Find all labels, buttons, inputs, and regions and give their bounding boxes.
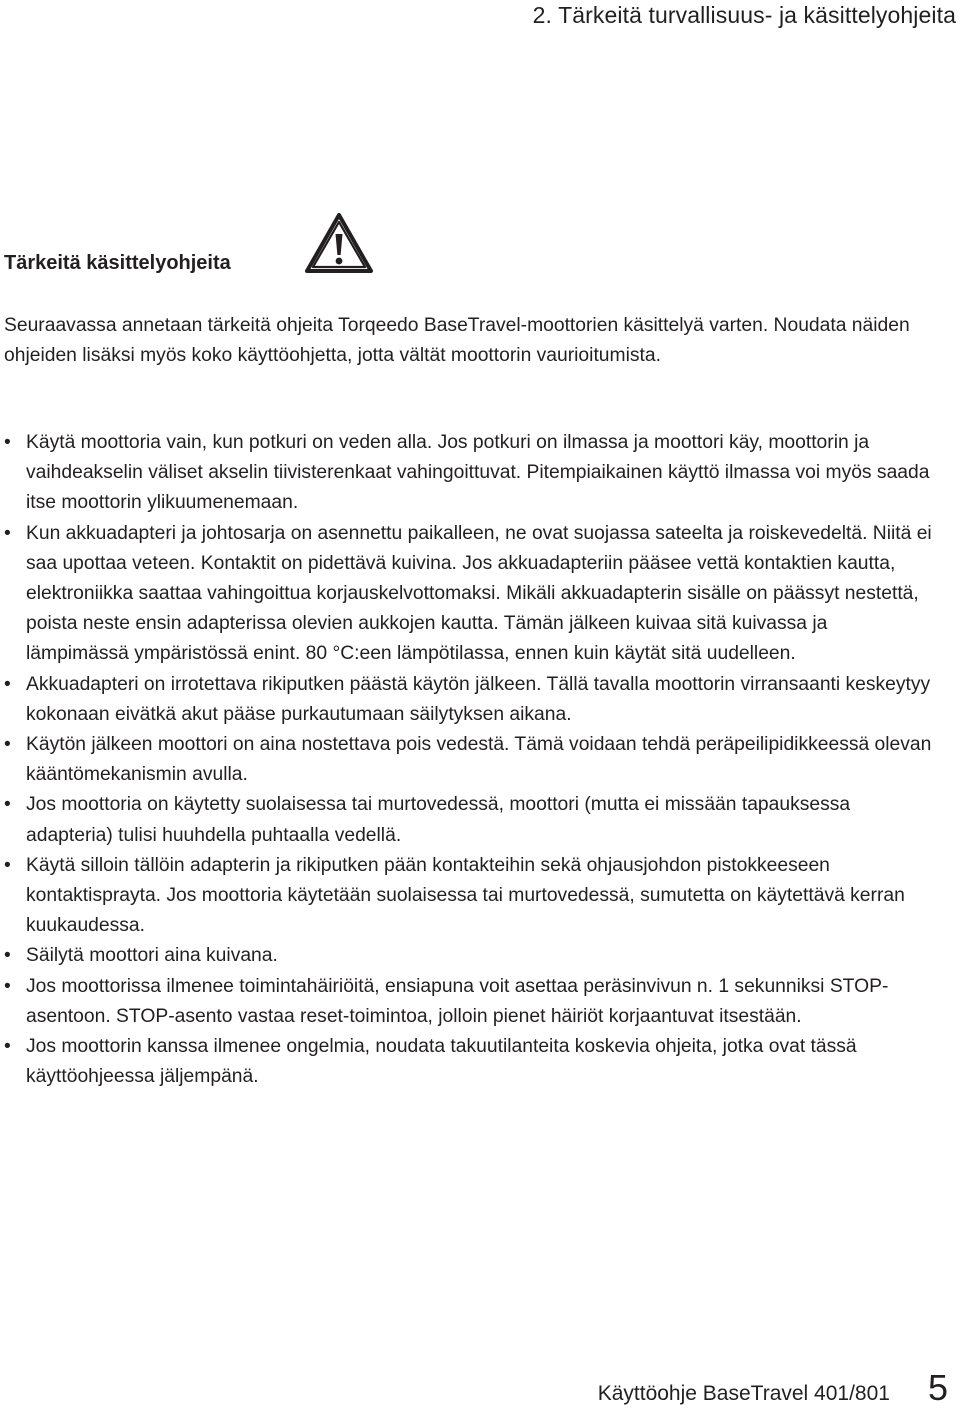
- bullet-marker: •: [4, 522, 11, 544]
- instruction-item: [4, 730, 934, 790]
- bullet-marker: •: [4, 794, 11, 816]
- instruction-text: Käytä silloin tällöin adapterin ja rikiputken pään kontakteihin sekä ohjausjohdon pistokkeeseen kontaktisprayta. Jos moottoria käytetään suolaisessa tai murtovedessä, sumutetta on käytettävä kerran kuukaudessa.: [26, 854, 905, 937]
- intro-paragraph: [4, 311, 924, 371]
- intro-text: Seuraavassa annetaan tärkeitä ohjeita Torqeedo BaseTravel-moottorien käsittelyä varten. Noudata näiden ohjeiden lisäksi myös koko käyttöohjetta, jotta vältät moottorin vaurioitumista.: [4, 315, 910, 367]
- page-number: 5: [927, 1367, 948, 1408]
- bullet-marker: •: [4, 734, 11, 756]
- instruction-item: [4, 1032, 934, 1092]
- instruction-item: [4, 670, 934, 730]
- bullet-marker: •: [4, 945, 11, 967]
- instruction-item: [4, 851, 934, 942]
- page-header-title: 2. Tärkeitä turvallisuus- ja käsittelyohjeita: [532, 2, 956, 28]
- instruction-text: Säilytä moottori aina kuivana.: [26, 945, 278, 967]
- instruction-text: Jos moottorissa ilmenee toimintahäiriöitä, ensiapuna voit asettaa peräsinvivun n. 1 sekunniksi STOP-asentoon. STOP-asento vastaa reset-toimintoa, jolloin pienet häiriöt korjaantuvat itsestään.: [26, 975, 889, 1027]
- footer-manual-title: Käyttöohje BaseTravel 401/801: [597, 1382, 890, 1405]
- instruction-item: [4, 972, 934, 1032]
- instruction-item: [4, 519, 934, 670]
- instruction-text: Kun akkuadapteri ja johtosarja on asennettu paikalleen, ne ovat suojassa sateelta ja roiskevedeltä. Niitä ei saa upottaa veteen. Kontaktit on pidettävä kuivina. Jos akkuadapteriin pääsee vettä kontaktien kautta, elektroniikka saattaa vahingoittua korjauskelvottomaksi. Mikäli akkuadapterin sisälle on päässyt nestettä, poista neste ensin adapterissa olevien aukkojen kautta. Tämän jälkeen kuivaa sitä kuivassa ja lämpimässä ympäristössä enint. 80 °C:een lämpötilassa, ennen kuin käytät sitä uudelleen.: [26, 522, 932, 665]
- section-title: Tärkeitä käsittelyohjeita: [4, 252, 231, 274]
- instruction-list: [4, 428, 934, 1092]
- instruction-text: Jos moottorin kanssa ilmenee ongelmia, noudata takuutilanteita koskevia ohjeita, jotka ovat tässä käyttöohjeessa jäljempänä.: [26, 1036, 857, 1088]
- instruction-item: [4, 428, 934, 519]
- instruction-text: Akkuadapteri on irrotettava rikiputken päästä käytön jälkeen. Tällä tavalla moottorin virransaanti keskeytyy kokonaan eivätkä akut pääse purkautumaan säilytyksen aikana.: [26, 673, 931, 725]
- page-footer: [598, 1367, 948, 1407]
- bullet-marker: •: [4, 1036, 11, 1058]
- bullet-marker: •: [4, 854, 11, 876]
- instruction-item: [4, 790, 934, 850]
- instruction-text: Käytä moottoria vain, kun potkuri on veden alla. Jos potkuri on ilmassa ja moottori käy, moottorin ja vaihdeakselin väliset akselin tiivisterenkaat vahingoittuvat. Pitempiaikainen käyttö ilmassa voi myös saada itse moottorin ylikuumenemaan.: [26, 432, 930, 514]
- instruction-text: Käytön jälkeen moottori on aina nostettava pois vedestä. Tämä voidaan tehdä peräpeilipidikkeessä olevan kääntömekanismin avulla.: [26, 734, 932, 786]
- bullet-marker: •: [4, 432, 11, 453]
- section-heading: [4, 212, 384, 276]
- bullet-marker: •: [4, 975, 11, 997]
- instruction-text: Jos moottoria on käytetty suolaisessa tai murtovedessä, moottori (mutta ei missään tapauksessa adapteria) tulisi huuhdella puhtaalla vedellä.: [26, 794, 851, 846]
- bullet-marker: •: [4, 673, 11, 695]
- instruction-item: [4, 941, 934, 971]
- warning-triangle-icon: [304, 212, 374, 274]
